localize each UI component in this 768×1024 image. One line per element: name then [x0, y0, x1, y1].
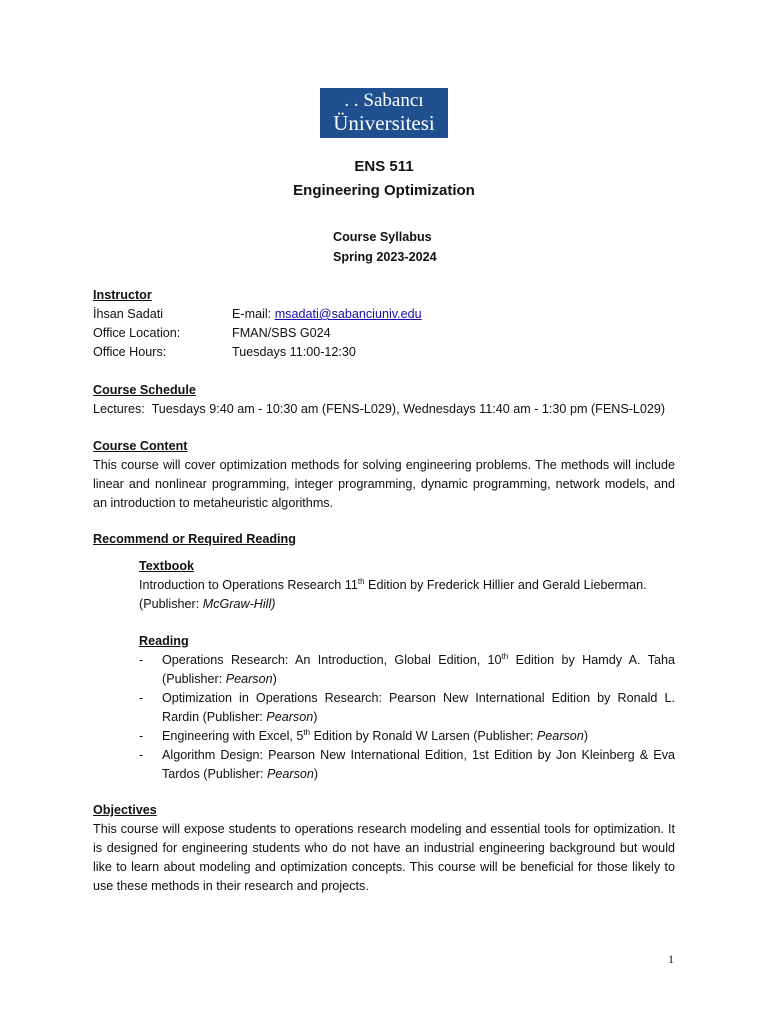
syllabus-term: Spring 2023-2024 — [333, 250, 437, 264]
reading-item — [162, 689, 675, 727]
reading-item-sup: th — [303, 727, 311, 737]
reading-item-end: ) — [583, 729, 589, 743]
textbook-entry — [139, 576, 675, 614]
objectives-heading: Objectives — [93, 803, 157, 817]
course-code: ENS 511 — [354, 158, 414, 175]
office-hours-value: Tuesdays 11:00-12:30 — [232, 345, 356, 359]
office-hours-label: Office Hours: — [93, 345, 167, 359]
reading-item-sup: th — [501, 651, 509, 661]
list-bullet: - — [139, 691, 144, 705]
textbook-authors: Edition by Frederick Hillier and Gerald Lieberman. — [364, 578, 647, 592]
reading-item-text: Engineering with Excel, 5 — [162, 729, 304, 743]
textbook-sup: th — [357, 576, 365, 586]
page-number: 1 — [668, 952, 674, 966]
office-location-label: Office Location: — [93, 326, 181, 340]
schedule-heading: Course Schedule — [93, 383, 196, 397]
reading-heading: Recommend or Required Reading — [93, 532, 296, 546]
list-bullet: - — [139, 748, 144, 762]
instructor-name: İhsan Sadati — [93, 307, 164, 321]
reading-item-end: ) — [313, 710, 318, 724]
reading-item-text: Optimization in Operations Research: Pearson New International Edition by Ronald L. Rardin (Publisher: — [162, 691, 675, 724]
textbook-title: Introduction to Operations Research 11 — [139, 578, 358, 592]
syllabus-label: Course Syllabus — [333, 230, 432, 244]
reading-list-heading: Reading — [139, 634, 189, 648]
reading-item-text: Operations Research: An Introduction, Global Edition, 10 — [162, 653, 502, 667]
office-location-value: FMAN/SBS G024 — [232, 326, 331, 340]
reading-item — [162, 746, 675, 784]
logo-line-1: . . Sabancı — [344, 90, 424, 111]
university-logo — [320, 88, 448, 138]
reading-item-end: ) — [272, 672, 277, 686]
reading-item-publisher: Pearson — [225, 672, 273, 686]
reading-item-text-2: Edition by Hamdy A. Taha (Publisher: — [162, 653, 675, 686]
reading-item — [162, 727, 675, 746]
email-row — [232, 305, 422, 324]
reading-item — [162, 651, 675, 689]
textbook-heading: Textbook — [139, 559, 195, 573]
instructor-heading: Instructor — [93, 288, 152, 302]
textbook-publisher: McGraw-Hill) — [202, 597, 276, 611]
reading-item-publisher: Pearson — [536, 729, 584, 743]
email-label: E-mail: — [232, 307, 272, 321]
list-bullet: - — [139, 653, 144, 667]
schedule-text: Lectures: Tuesdays 9:40 am - 10:30 am (FENS-L029), Wednesdays 11:40 am - 1:30 pm (FENS-L029) — [93, 402, 666, 416]
reading-item-publisher: Pearson — [267, 767, 314, 781]
reading-item-publisher: Pearson — [266, 710, 314, 724]
logo-line-2: Üniversitesi — [333, 111, 435, 135]
email-link[interactable]: msadati@sabanciuniv.edu — [274, 307, 422, 321]
reading-item-end: ) — [313, 767, 319, 781]
content-heading: Course Content — [93, 439, 188, 453]
content-text: This course will cover optimization methods for solving engineering problems. The methods will include linear and nonlinear programming, integer programming, dynamic programming, network models, and an introduction to metaheuristic algorithms. — [93, 458, 675, 510]
course-title: Engineering Optimization — [293, 182, 475, 199]
objectives-text: This course will expose students to operations research modeling and essential tools for optimization. It is designed for engineering students who do not have an industrial engineering background but would like to learn about modeling and optimization concepts. This course will be beneficial for those likely to use these methods in their research and projects. — [93, 822, 675, 893]
reading-item-text-2: Edition by Ronald W Larsen (Publisher: — [310, 729, 537, 743]
list-bullet: - — [139, 729, 144, 743]
reading-item-text: Algorithm Design: Pearson New International Edition, 1st Edition by Jon Kleinberg & Eva Tardos (Publisher: — [162, 748, 675, 781]
textbook-publisher-label: (Publisher: — [139, 597, 203, 611]
